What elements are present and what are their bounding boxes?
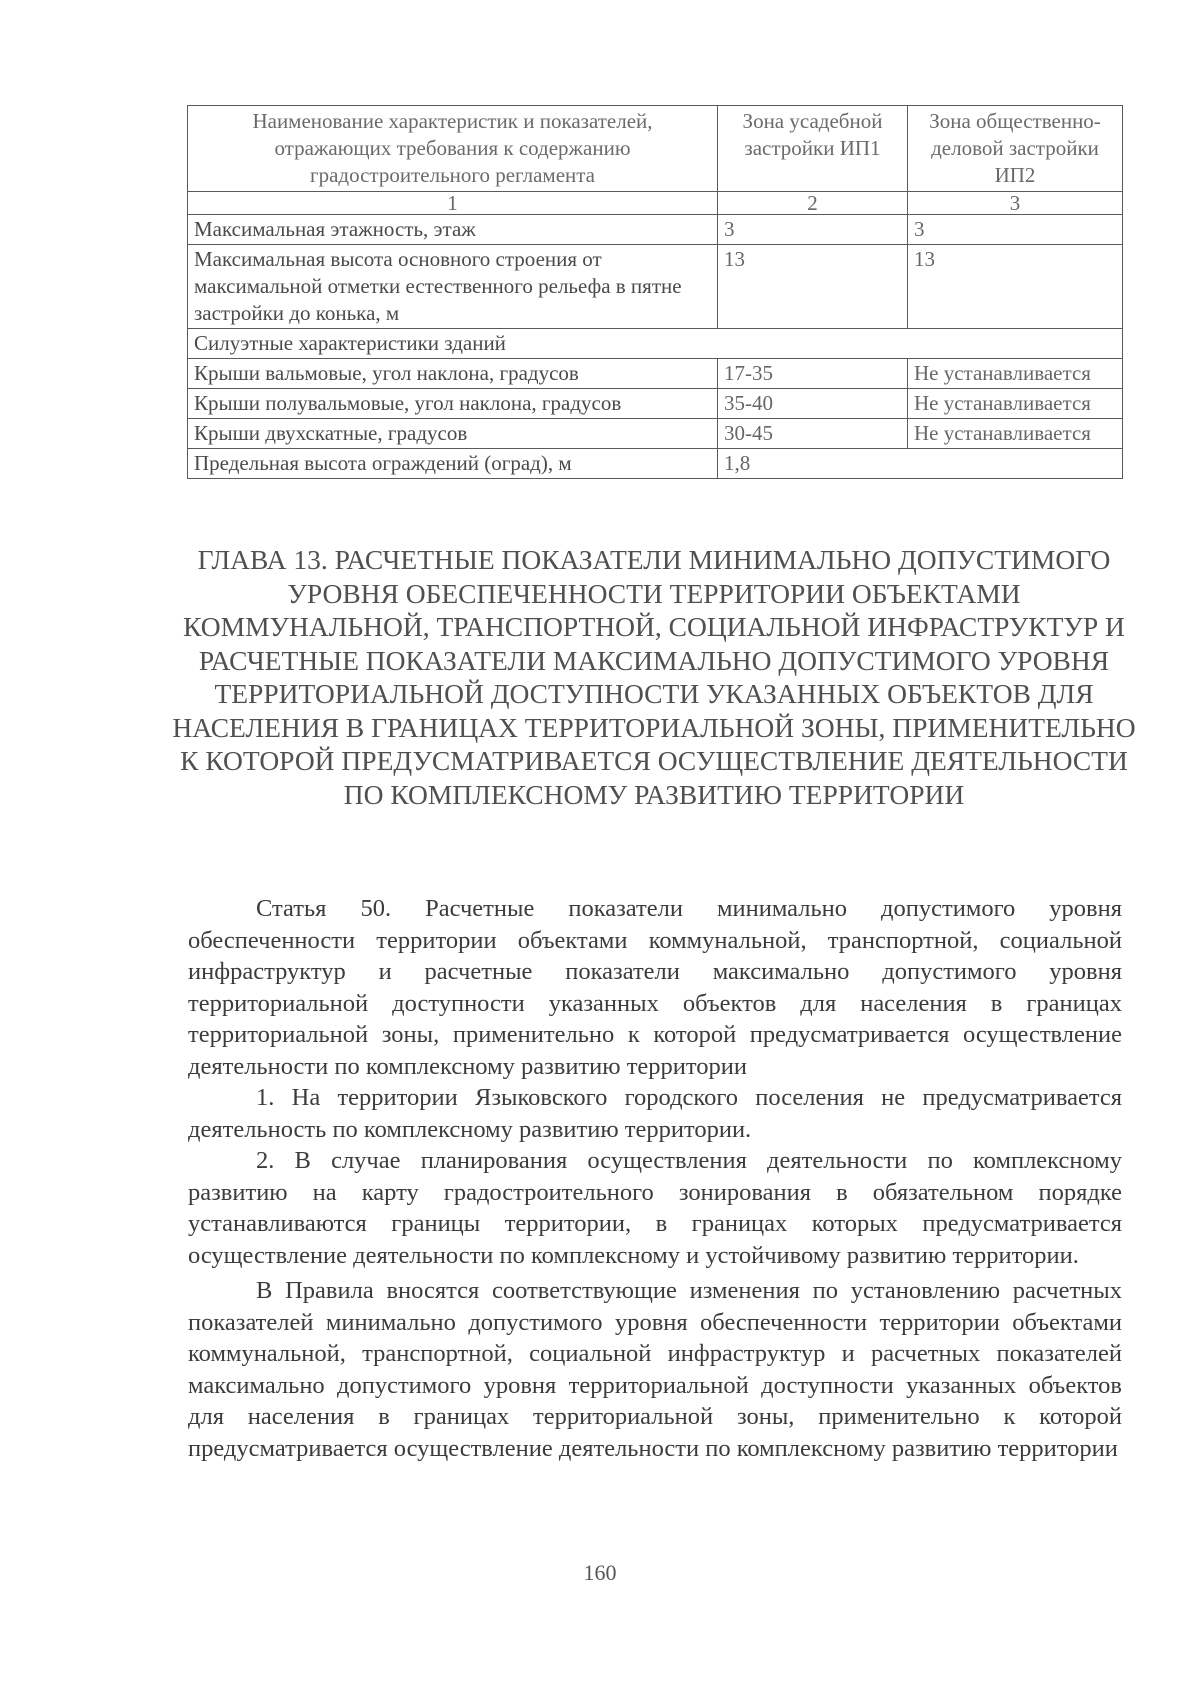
column-number: 3 xyxy=(908,192,1123,215)
regulation-table xyxy=(187,105,1123,479)
article-paragraph: 1. На территории Языковского городского поселения не предусматривается деятельность по комплексному развитию территории. xyxy=(188,1084,1122,1143)
row-value-ip1: 3 xyxy=(718,215,908,245)
row-name: Предельная высота ограждений (оград), м xyxy=(188,449,718,479)
row-value-ip1: 13 xyxy=(718,245,908,329)
header-zone-ip1: Зона усадебной застройки ИП1 xyxy=(718,106,908,192)
table-row xyxy=(188,359,1123,389)
article-body xyxy=(188,893,1122,1464)
table-row xyxy=(188,389,1123,419)
row-name: Крыши вальмовые, угол наклона, градусов xyxy=(188,359,718,389)
row-name: Максимальная высота основного строения от максимальной отметки естественного рельефа в пятне застройки до конька, м xyxy=(188,245,718,329)
header-zone-ip2: Зона общественно-деловой застройки ИП2 xyxy=(908,106,1123,192)
row-value-ip2: Не устанавливается xyxy=(908,389,1123,419)
row-section-title: Силуэтные характеристики зданий xyxy=(188,329,1123,359)
row-value-ip1: 30-45 xyxy=(718,419,908,449)
row-name: Крыши двухскатные, градусов xyxy=(188,419,718,449)
column-number: 2 xyxy=(718,192,908,215)
row-name: Крыши полувальмовые, угол наклона, градусов xyxy=(188,389,718,419)
table-row xyxy=(188,329,1123,359)
row-value-ip1: 35-40 xyxy=(718,389,908,419)
article-title: Статья 50. Расчетные показатели минимально допустимого уровня обеспеченности территории объектами коммунальной, транспортной, социальной инфраструктур и расчетные показатели максимально допустимого уровня территориальной доступности указанных объектов для населения в границах территориальной зоны, применительно к которой предусматривается осуществление деятельности по комплексному развитию территории xyxy=(188,895,1122,1080)
row-value-merged: 1,8 xyxy=(718,449,1123,479)
column-number-row xyxy=(188,192,1123,215)
row-value-ip2: Не устанавливается xyxy=(908,419,1123,449)
page-number: 160 xyxy=(583,1560,617,1585)
table-row xyxy=(188,449,1123,479)
table-header-row xyxy=(188,106,1123,192)
chapter-heading: ГЛАВА 13. РАСЧЕТНЫЕ ПОКАЗАТЕЛИ МИНИМАЛЬНО ДОПУСТИМОГО УРОВНЯ ОБЕСПЕЧЕННОСТИ ТЕРРИТОРИИ ОБЪЕКТАМИ КОММУНАЛЬНОЙ, ТРАНСПОРТНОЙ, СОЦИАЛЬНОЙ ИНФРАСТРУКТУР И РАСЧЕТНЫЕ ПОКАЗАТЕЛИ МАКСИМАЛЬНО ДОПУСТИМОГО УРОВНЯ ТЕРРИТОРИАЛЬНОЙ ДОСТУПНОСТИ УКАЗАННЫХ ОБЪЕКТОВ ДЛЯ НАСЕЛЕНИЯ В ГРАНИЦАХ ТЕРРИТОРИАЛЬНОЙ ЗОНЫ, ПРИМЕНИТЕЛЬНО К КОТОРОЙ ПРЕДУСМАТРИВАЕТСЯ ОСУЩЕСТВЛЕНИЕ ДЕЯТЕЛЬНОСТИ ПО КОМПЛЕКСНОМУ РАЗВИТИЮ ТЕРРИТОРИИ xyxy=(172,544,1136,810)
article-paragraph: 2. В случае планирования осуществления деятельности по комплексному развитию на карту градостроительного зонирования в обязательном порядке устанавливаются границы территории, в границах которых предусматривается осуществление деятельности по комплексному и устойчивому развитию территории. xyxy=(188,1147,1122,1269)
header-characteristics: Наименование характеристик и показателей, отражающих требования к содержанию градостроительного регламента xyxy=(188,106,718,192)
column-number: 1 xyxy=(188,192,718,215)
table-row xyxy=(188,245,1123,329)
article-paragraph: В Правила вносятся соответствующие изменения по установлению расчетных показателей минимально допустимого уровня обеспеченности территории объектами коммунальной, транспортной, социальной инфраструктур и расчетных показателей максимально допустимого уровня территориальной доступности указанных объектов для населения в границах территориальной зоны, применительно к которой предусматривается осуществление деятельности по комплексному развитию территории xyxy=(188,1277,1122,1462)
table-row xyxy=(188,215,1123,245)
row-value-ip2: 3 xyxy=(908,215,1123,245)
row-value-ip2: 13 xyxy=(908,245,1123,329)
row-name: Максимальная этажность, этаж xyxy=(188,215,718,245)
row-value-ip2: Не устанавливается xyxy=(908,359,1123,389)
table-row xyxy=(188,419,1123,449)
row-value-ip1: 17-35 xyxy=(718,359,908,389)
